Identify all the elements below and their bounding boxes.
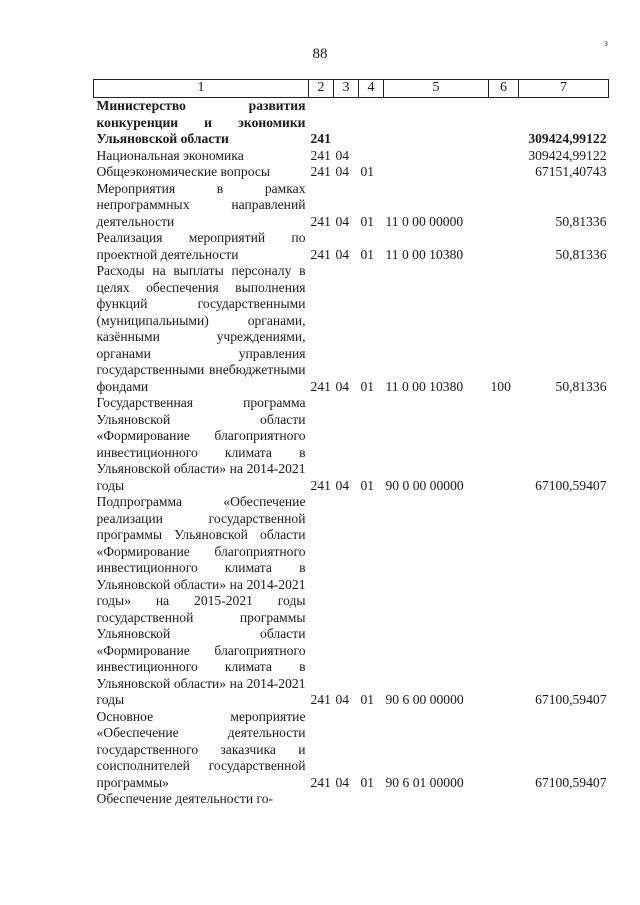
row-amount	[519, 791, 609, 808]
row-amount: 67100,59407	[535, 774, 607, 790]
table-row	[94, 709, 609, 792]
row-name: Общеэкономические вопросы	[96, 164, 271, 179]
table-row	[94, 230, 609, 263]
table-row	[94, 494, 609, 709]
row-target-article: 90 6 01 00000	[385, 774, 464, 790]
table-row	[94, 181, 609, 231]
row-expense-type	[489, 709, 519, 792]
row-section-code: 04	[335, 774, 350, 790]
row-name: Основное мероприятие «Обеспечение деятельности государственного заказчика и соисполнителей государственной программы»	[96, 708, 306, 790]
row-ministry-code: 241	[310, 774, 331, 790]
row-ministry-code: 241	[310, 131, 331, 146]
page-number: 88	[312, 46, 328, 62]
row-ministry-code	[309, 791, 334, 808]
row-section-code: 04	[335, 692, 350, 707]
row-expense-type	[489, 791, 519, 808]
row-section-code	[334, 98, 359, 148]
row-expense-type	[489, 230, 519, 263]
row-ministry-code: 241	[310, 213, 331, 229]
row-name: Министерство развития конкуренции и экономики Ульяновской области	[96, 98, 306, 146]
row-amount: 50,81336	[555, 378, 607, 394]
row-subsection-code: 01	[360, 692, 375, 707]
row-expense-type	[489, 164, 519, 181]
table-row	[94, 148, 609, 165]
row-subsection-code: 01	[360, 477, 375, 493]
row-expense-type	[489, 494, 519, 709]
row-name: Расходы на выплаты персоналу в целях обеспечения выполнения функций государственными (муниципальными) органами, казёнными учреждениями, органами управления государственными внебюджетными фондами	[96, 263, 306, 394]
row-ministry-code: 241	[310, 164, 331, 179]
row-ministry-code: 241	[310, 692, 331, 707]
corner-mark: з	[604, 38, 608, 49]
row-amount: 309424,99122	[528, 147, 607, 163]
row-target-article	[384, 98, 489, 148]
row-subsection-code	[359, 791, 384, 808]
row-amount: 50,81336	[555, 246, 607, 262]
row-section-code: 04	[335, 213, 350, 229]
row-subsection-code: 01	[360, 164, 375, 179]
row-amount: 50,81336	[555, 213, 607, 229]
row-target-article: 90 6 00 00000	[385, 692, 464, 707]
table-row	[94, 98, 609, 148]
row-expense-type: 100	[490, 378, 511, 394]
header-col-6: 6	[489, 80, 519, 98]
header-col-7: 7	[519, 80, 609, 98]
row-target-article: 90 0 00 00000	[385, 477, 464, 493]
row-amount: 67100,59407	[535, 692, 607, 707]
row-ministry-code: 241	[310, 147, 331, 163]
row-target-article: 11 0 00 10380	[385, 378, 464, 394]
row-ministry-code: 241	[310, 378, 331, 394]
row-name: Государственная программа Ульяновской области «Формирование благоприятного инвестиционного климата в Ульяновской области» на 2014-2021 годы	[96, 395, 306, 493]
row-expense-type	[489, 395, 519, 494]
row-subsection-code: 01	[360, 378, 375, 394]
table-header-row	[94, 80, 609, 98]
table-row	[94, 395, 609, 494]
row-subsection-code	[359, 98, 384, 148]
row-subsection-code: 01	[360, 774, 375, 790]
row-name: Обеспечение деятельности го-	[96, 791, 274, 806]
row-section-code	[334, 791, 359, 808]
row-target-article: 11 0 00 10380	[385, 246, 464, 262]
header-col-4: 4	[359, 80, 384, 98]
row-section-code: 04	[335, 164, 350, 179]
header-col-2: 2	[309, 80, 334, 98]
table-row	[94, 263, 609, 395]
row-section-code: 04	[335, 477, 350, 493]
row-target-article	[384, 164, 489, 181]
row-section-code: 04	[335, 246, 350, 262]
row-amount: 67100,59407	[535, 477, 607, 493]
row-subsection-code: 01	[360, 246, 375, 262]
row-subsection-code	[359, 148, 384, 165]
row-amount: 67151,40743	[535, 164, 607, 179]
row-target-article	[384, 791, 489, 808]
row-target-article: 11 0 00 00000	[385, 213, 464, 229]
row-name: Мероприятия в рамках непрограммных направлений деятельности	[96, 180, 306, 229]
table-row	[94, 791, 609, 808]
row-amount: 309424,99122	[528, 131, 607, 146]
row-expense-type	[489, 181, 519, 231]
header-col-1: 1	[94, 80, 309, 98]
row-ministry-code: 241	[310, 477, 331, 493]
row-subsection-code: 01	[360, 213, 375, 229]
row-name: Реализация мероприятий по проектной деятельности	[96, 230, 306, 262]
row-section-code: 04	[335, 147, 350, 163]
row-section-code: 04	[335, 378, 350, 394]
row-target-article	[384, 148, 489, 165]
table-row	[94, 164, 609, 181]
row-expense-type	[489, 148, 519, 165]
budget-table	[93, 79, 609, 808]
row-expense-type	[489, 98, 519, 148]
row-name: Национальная экономика	[96, 147, 244, 163]
row-name: Подпрограмма «Обеспечение реализации государственной программы Ульяновской области «Формирование благоприятного инвестиционного климата в Ульяновской области» на 2014-2021 годы» на 2015-2021 годы государственной программы Ульяновской области «Формирование благоприятного инвестиционного климата в Ульяновской области» на 2014-2021 годы	[96, 494, 306, 707]
header-col-5: 5	[384, 80, 489, 98]
row-ministry-code: 241	[310, 246, 331, 262]
header-col-3: 3	[334, 80, 359, 98]
